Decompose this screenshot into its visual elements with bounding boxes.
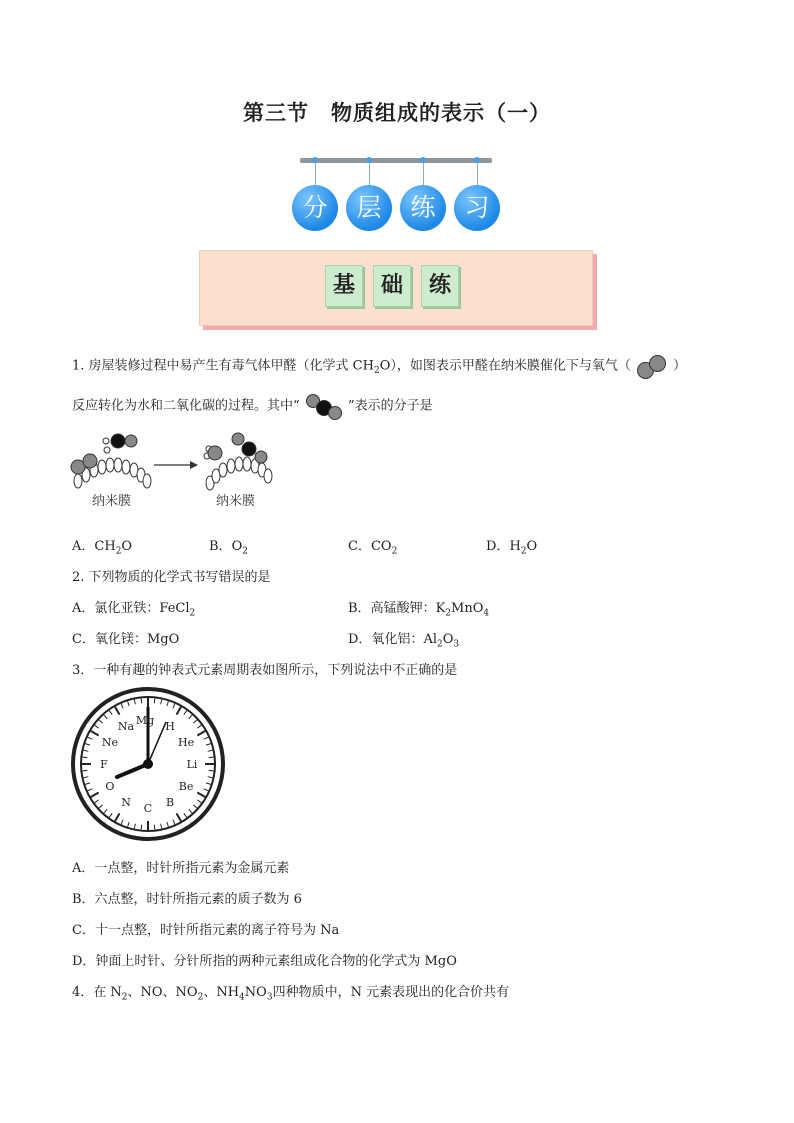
q3-option-c[interactable]: C．十一点整，时针所指元素的离子符号为 Na — [72, 923, 340, 938]
banner-ball: 练 — [400, 185, 446, 231]
clock-tick — [154, 825, 155, 830]
clock-label-he: He — [178, 736, 195, 749]
clock-label-ne: Ne — [101, 736, 118, 749]
banner-ball: 习 — [454, 185, 500, 231]
ball-string — [315, 163, 316, 185]
ball-string — [423, 163, 424, 185]
section-tile: 基 — [325, 265, 363, 307]
q1-option-b[interactable]: B．$O_2$ — [209, 539, 248, 557]
clock-tick — [154, 698, 155, 703]
q3-option-d[interactable]: D．钟面上时针、分针所指的两种元素组成化合物的化学式为 MgO — [72, 954, 457, 969]
clock-label-mg: Mg — [135, 714, 155, 727]
clock-label-f: F — [100, 758, 108, 771]
clock-label-c: C — [143, 802, 153, 815]
element-clock — [70, 686, 226, 842]
clock-label-b: B — [165, 796, 175, 810]
clock-label-o: O — [105, 780, 115, 793]
q3-option-a[interactable]: A．一点整，时针所指元素为金属元素 — [72, 861, 290, 876]
clock-tick — [82, 770, 87, 771]
clock-label-h: H — [165, 719, 175, 733]
page-title: 第三节 物质组成的表示（一） — [243, 101, 551, 125]
c-atom — [111, 434, 125, 448]
banner-ball: 分 — [292, 185, 338, 231]
co2-molecule-icon — [304, 392, 344, 420]
section-tile: 础 — [373, 265, 411, 307]
o2-atom — [83, 454, 97, 468]
oxygen-molecule-icon — [635, 352, 669, 380]
clock-center — [143, 759, 153, 769]
clock-label-na: Na — [117, 719, 135, 733]
ball-string — [477, 163, 478, 185]
q2-option-b[interactable]: B．高锰酸钾：$K_2MnO_4$ — [348, 601, 490, 619]
h-atom — [104, 447, 110, 453]
clock-label-li: Li — [186, 758, 198, 771]
q3-option-b[interactable]: B．六点整，时针所指元素的质子数为 6 — [72, 892, 302, 907]
hanging-rail — [300, 158, 492, 163]
q1-option-d[interactable]: D．$H_2O$ — [486, 539, 538, 557]
clock-tick — [141, 825, 142, 830]
clock-tick — [209, 757, 214, 758]
banner-ball: 层 — [346, 185, 392, 231]
q1-stem-line2: 反应转化为水和二氧化碳的过程。其中“ ”表示的分子是 — [72, 392, 433, 420]
o-atom — [125, 435, 137, 447]
q2-option-c[interactable]: C．氧化镁：MgO — [72, 632, 180, 647]
clock-label-be: Be — [178, 780, 194, 793]
q2-stem: 2. 下列物质的化学式书写错误的是 — [72, 570, 271, 585]
clock-tick — [209, 770, 214, 771]
q2-option-d[interactable]: D．氧化铝：$Al_2O_3$ — [348, 632, 460, 650]
nanomembrane-diagram — [66, 425, 276, 515]
ball-string — [369, 163, 370, 185]
membrane-label-right: 纳米膜 — [216, 494, 256, 509]
reaction-arrowhead — [190, 461, 198, 469]
h-atom — [103, 438, 109, 444]
q1-option-a[interactable]: A．$CH_2O$ — [72, 539, 133, 557]
q4-stem: 4．在 $N_2$、NO、$NO_2$、$NH_4NO_3$四种物质中，N 元素表现出的化合价共有 — [72, 985, 510, 1003]
membrane-label-left: 纳米膜 — [92, 494, 132, 509]
clock-tick — [141, 698, 142, 703]
section-tile: 练 — [421, 265, 459, 307]
clock-label-n: N — [121, 796, 131, 810]
q1-option-c[interactable]: C．$CO_2$ — [348, 539, 398, 557]
q1-stem-line1: 1. 房屋装修过程中易产生有毒气体甲醛（化学式 $CH_2O$），如图表示甲醛在纳米膜催化下与氧气（ ） — [72, 352, 686, 380]
q3-stem: 3．一种有趣的钟表式元素周期表如图所示，下列说法中不正确的是 — [72, 663, 458, 678]
clock-tick — [82, 757, 87, 758]
q2-option-a[interactable]: A．氯化亚铁：FeCl$_2$ — [72, 601, 196, 619]
